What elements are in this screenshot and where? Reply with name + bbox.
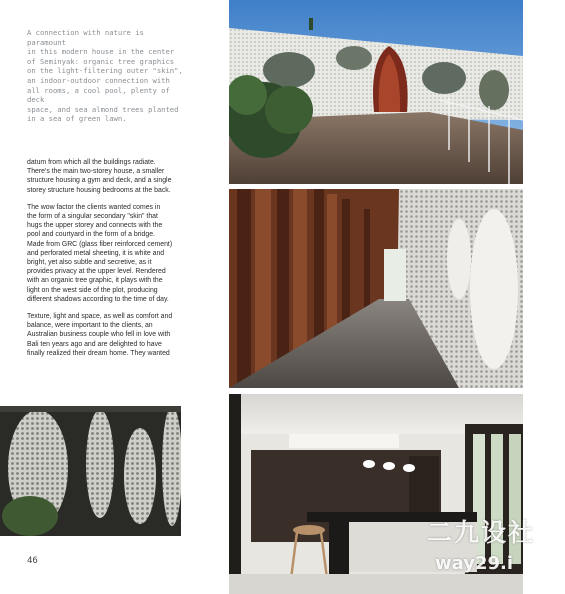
watermark-chinese: 二九设社	[427, 518, 536, 547]
body-paragraph: datum from which all the buildings radiate. There's the main two-storey house, a smaller structure housing a gym and deck, and a single storey structure housing bedrooms at the back.	[27, 159, 172, 194]
body-paragraph: The wow factor the clients wanted comes in the form of a singular secondary "skin" that hugs the upper storey and connects with the pool and courtyard in the form of a bridge. Made from GRC (glass fiber reinforced cement) and perforated metal sheeting, it is white and bright, yet also subtle and secretive, as it provides privacy at the upper level. Rendered with an organic tree graphic, it plays with the light on the west side of the plot, producing different shadows according to the time of day.	[27, 203, 173, 303]
photo-skin-detail	[0, 406, 181, 536]
page-number: 46	[27, 556, 38, 566]
photo-corridor	[229, 189, 523, 388]
article-body	[27, 158, 187, 366]
photo-caption: A connection with nature is paramount in this modern house in the center of Seminyak: organic tree graphics on the light-filtering outer "skin", an indoor-outdoor connection with all rooms, a cool pool, plenty of deck space, and sea almond trees planted in a sea of green lawn.	[27, 28, 183, 124]
body-paragraph: Texture, light and space, as well as comfort and balance, were important to the clients, an Australian business couple who fell in love with Bali ten years ago and are delighted to have finally realized their dream home. They wanted	[27, 313, 173, 357]
photo-exterior-bridge	[229, 0, 523, 184]
watermark-latin: way29.i	[435, 553, 514, 574]
